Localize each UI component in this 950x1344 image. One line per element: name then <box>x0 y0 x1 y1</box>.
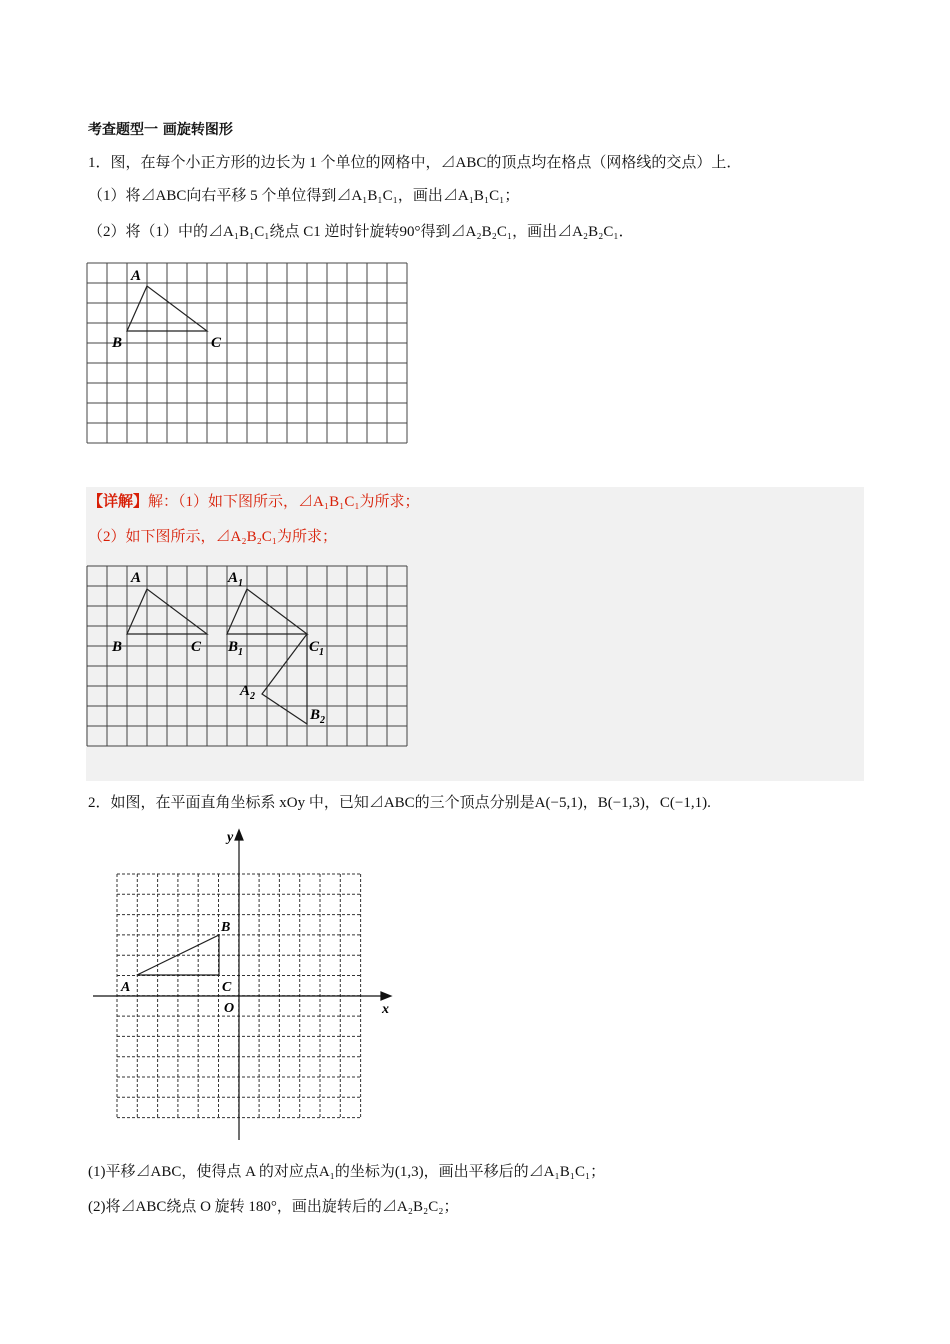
question-1-part-1: （1）将⊿ABC向右平移 5 个单位得到⊿A₁B₁C₁，画出⊿A₁B₁C₁； <box>88 188 520 204</box>
label-a: A <box>131 570 142 586</box>
label-b1: $B_1$ <box>228 639 244 658</box>
answer-1-line-1 <box>88 492 420 512</box>
label-c: C <box>211 335 222 351</box>
figure-2-answer-grid <box>80 558 420 778</box>
figure-1-grid <box>80 255 420 475</box>
label-o: O <box>224 1001 235 1016</box>
label-y: y <box>227 830 234 845</box>
grid-lines <box>87 566 407 746</box>
label-c1: $C_1$ <box>309 639 325 658</box>
label-b: B <box>112 639 123 655</box>
question-2-part-2: (2)将⊿ABC绕点 O 旋转 180°，画出旋转后的⊿A₂B₂C₂； <box>88 1199 459 1215</box>
label-a1: $A_1$ <box>228 570 244 589</box>
label-x: x <box>382 1002 389 1017</box>
question-2-stem: 2．如图，在平面直角坐标系 xOy 中，已知⊿ABC的三个顶点分别是A(−5,1)，B(−1,3)，C(−1,1). <box>88 795 711 811</box>
label-c: C <box>222 980 232 995</box>
question-1-stem: 1．图，在每个小正方形的边长为 1 个单位的网格中，⊿ABC的顶点均在格点（网格线的交点）上． <box>88 155 742 171</box>
label-b: B <box>112 335 123 351</box>
answer-bracket: 【详解】 <box>88 494 149 510</box>
question-1-part-2: （2）将（1）中的⊿A₁B₁C₁绕点 C1 逆时针旋转90°得到⊿A₂B₂C₁，画出⊿A₂B₂C₁． <box>88 224 634 240</box>
answer-1-line-2: （2）如下图所示，⊿A₂B₂C₁为所求； <box>88 529 338 545</box>
grid-lines <box>87 263 407 443</box>
label-b2: $B_2$ <box>310 707 326 726</box>
question-2-part-1: (1)平移⊿ABC，使得点 A 的对应点A₁的坐标为(1,3)，画出平移后的⊿A₁B₁C₁； <box>88 1164 606 1180</box>
answer-line-1-text: 解：（1）如下图所示，⊿A₁B₁C₁为所求； <box>148 494 420 510</box>
label-a: A <box>121 980 131 995</box>
figure-3-coordinate-plane <box>85 825 405 1145</box>
triangle-a2b2c1 <box>262 634 307 724</box>
section-title: 考查题型一 画旋转图形 <box>88 122 233 138</box>
label-c: C <box>191 639 202 655</box>
label-b: B <box>221 920 231 935</box>
label-a: A <box>131 268 142 284</box>
label-a2: $A_2$ <box>240 683 256 702</box>
